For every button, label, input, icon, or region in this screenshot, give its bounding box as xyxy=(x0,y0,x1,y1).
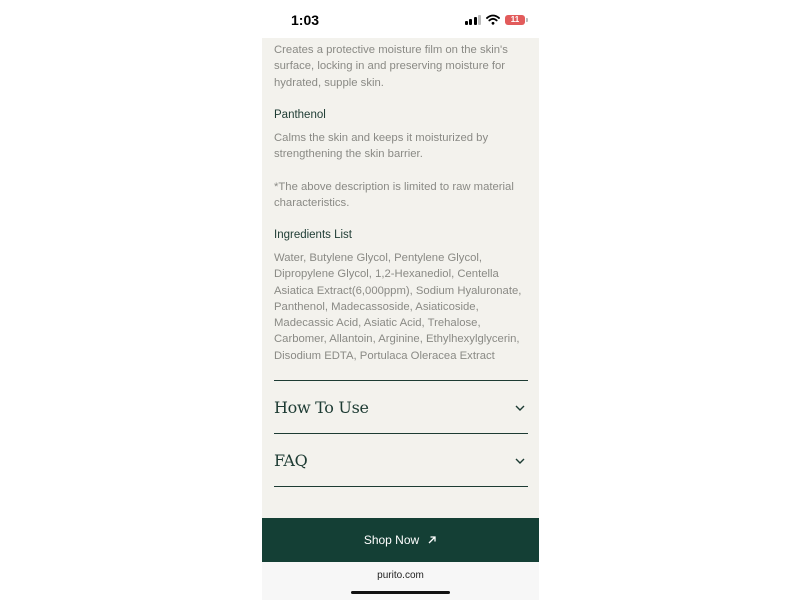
shop-now-label: Shop Now xyxy=(363,533,420,547)
accordion-label: FAQ xyxy=(274,451,308,470)
signal-icon xyxy=(465,15,482,25)
url-label[interactable]: purito.com xyxy=(377,570,424,581)
chevron-down-icon xyxy=(515,404,525,412)
chevron-down-icon xyxy=(515,457,525,465)
status-time: 1:03 xyxy=(291,12,320,28)
disclaimer-text: *The above description is limited to raw material characteristics. xyxy=(274,181,514,210)
ingredients-text: Water, Butylene Glycol, Pentylene Glycol, Dipropylene Glycol, 1,2-Hexanediol, Centella Asiatica Extract(6,000ppm), Sodium Hyaluronate, Panthenol, Madecassoside, Asiaticoside, Madecassic Acid, Asiatic Acid, Trehalose, Carbomer, Allantoin, Arginine, Ethylhexylglycerin, Disodium EDTA, Portulaca Oleracea Extract xyxy=(274,252,522,362)
status-icons xyxy=(465,14,526,25)
panthenol-heading: Panthenol xyxy=(274,109,326,121)
home-indicator[interactable] xyxy=(351,591,450,594)
accordion-faq[interactable] xyxy=(274,434,527,486)
ingredients-heading: Ingredients List xyxy=(274,229,352,241)
accordion-how-to-use[interactable] xyxy=(274,381,527,433)
arrow-up-right-icon xyxy=(427,535,437,545)
wifi-icon xyxy=(486,14,500,25)
intro-paragraph: Creates a protective moisture film on the skin's surface, locking in and preserving moisture for hydrated, supple skin. xyxy=(274,44,508,89)
phone-screen xyxy=(262,0,539,600)
product-details xyxy=(262,38,539,518)
accordion-label: How To Use xyxy=(274,398,369,417)
divider xyxy=(274,486,528,487)
battery-icon: 11 xyxy=(505,15,525,25)
browser-bottom-bar xyxy=(262,562,539,600)
shop-now-button[interactable] xyxy=(262,518,539,562)
status-bar xyxy=(262,0,539,38)
panthenol-text: Calms the skin and keeps it moisturized by strengthening the skin barrier. xyxy=(274,132,489,161)
